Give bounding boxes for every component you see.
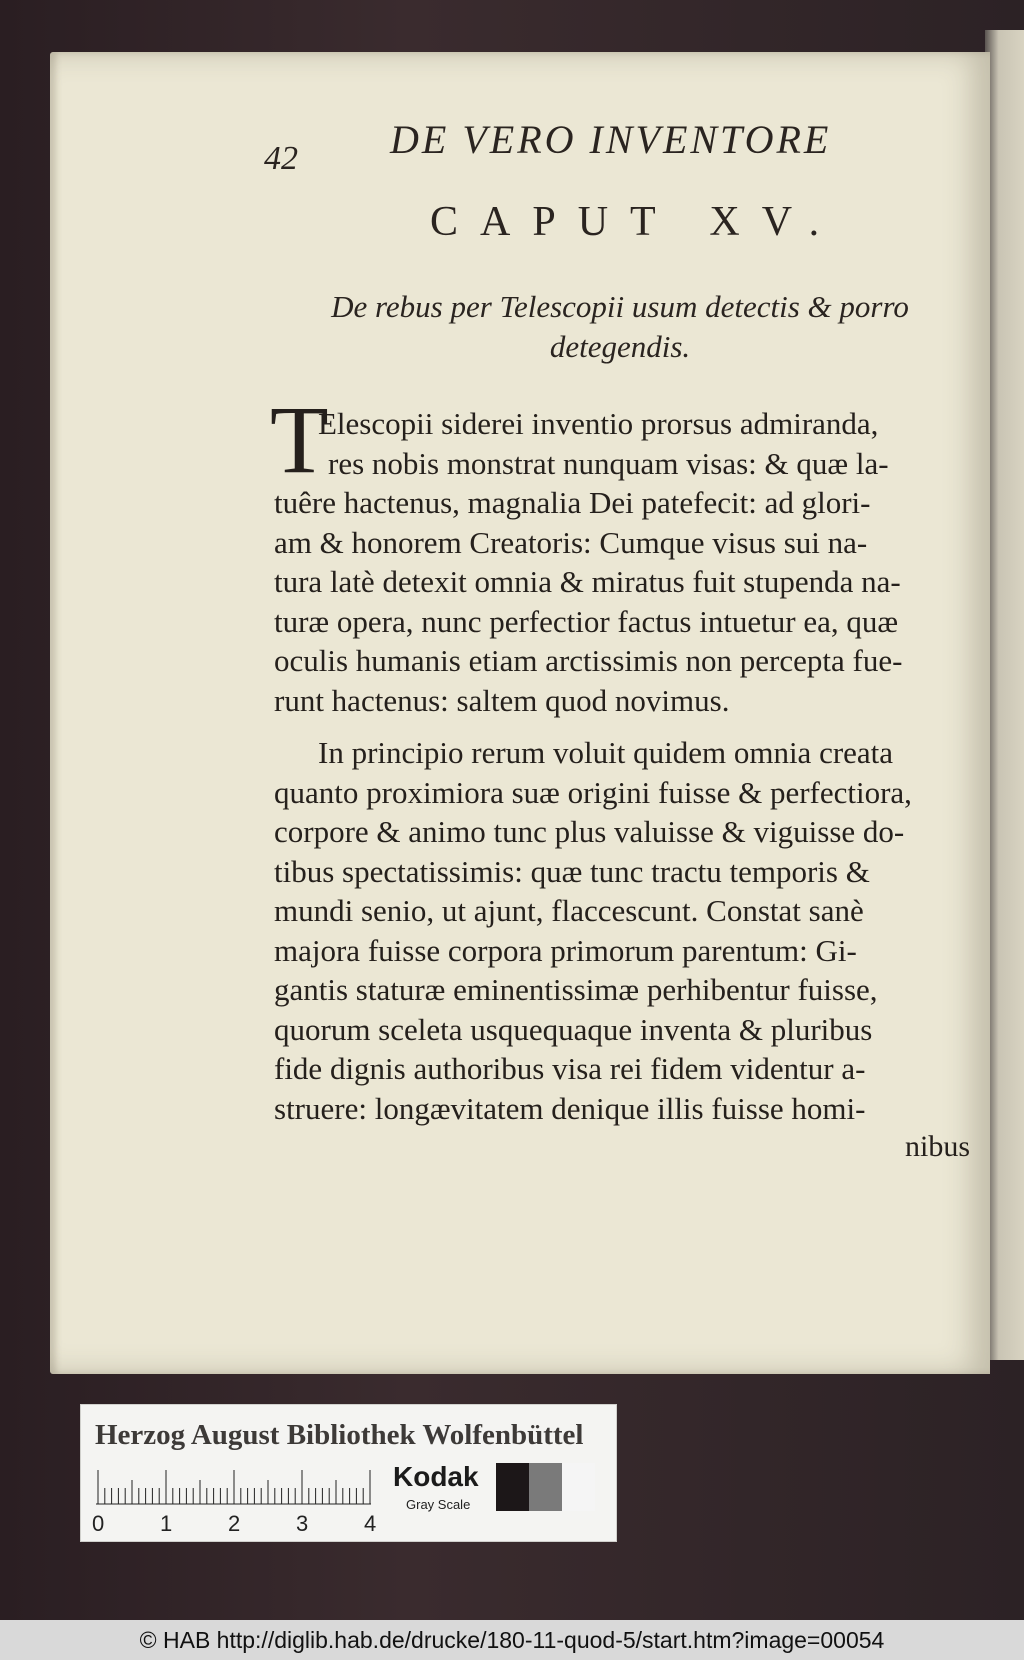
- text-line: gantis staturæ eminentissimæ perhibentur fuisse,: [274, 972, 878, 1007]
- text-line: tibus spectatissimis: quæ tunc tractu temporis &: [274, 853, 870, 889]
- ruler-label: 2: [228, 1511, 241, 1536]
- text-line: tura latè detexit omnia & miratus fuit stupenda na-: [274, 564, 901, 599]
- kodak-logo: Kodak: [393, 1461, 479, 1492]
- subtitle-line: De rebus per Telescopii usum detectis & porro: [331, 289, 909, 324]
- text-line: corpore & animo tunc plus valuisse & viguisse do-: [274, 814, 905, 849]
- running-head: DE VERO INVENTORE: [390, 117, 832, 162]
- grayscale-label: Gray Scale: [406, 1497, 471, 1512]
- text-line: mundi senio, ut ajunt, flaccescunt. Constat sanè: [274, 893, 864, 928]
- gray-swatch-dark: [496, 1463, 529, 1511]
- next-page-edge: [985, 30, 1024, 1360]
- footer-credit: © HAB http://diglib.hab.de/drucke/180-11-quod-5/start.htm?image=00054: [0, 1620, 1024, 1660]
- text-line: tuêre hactenus, magnalia Dei patefecit: ad glori-: [274, 485, 871, 520]
- text-line: Elescopii siderei inventio prorsus admiranda,: [318, 406, 879, 441]
- text-line: struere: longævitatem denique illis fuisse homi-: [274, 1090, 866, 1126]
- page-number: 42: [264, 140, 298, 177]
- gray-swatch-mid: [529, 1463, 562, 1511]
- text-line: majora fuisse corpora primorum parentum: Gi-: [274, 932, 857, 968]
- chapter-title: CAPUT XV.: [430, 199, 842, 245]
- text-line: turæ opera, nunc perfectior factus intuetur ea, quæ: [274, 603, 899, 639]
- subtitle-line: detegendis.: [549, 328, 691, 364]
- color-target-card: [80, 1404, 617, 1542]
- text-line: In principio rerum voluit quidem omnia creata: [318, 735, 894, 770]
- ruler-label: 0: [92, 1511, 105, 1536]
- text-line: quanto proximiora suæ origini fuisse & perfectiora,: [274, 774, 912, 810]
- text-line: oculis humanis etiam arctissimis non percepta fue-: [274, 643, 903, 678]
- library-name: Herzog August Bibliothek Wolfenbüttel: [95, 1419, 584, 1451]
- text-line: runt hactenus: saltem quod novimus.: [274, 682, 730, 718]
- ruler: [96, 1469, 371, 1505]
- ruler-labels: [92, 1511, 382, 1535]
- paragraph-1: [274, 404, 974, 720]
- drop-cap: T: [270, 386, 329, 493]
- text-line: quorum sceleta usquequaque inventa & pluribus: [274, 1011, 873, 1047]
- text-line: am & honorem Creatoris: Cumque visus sui na-: [274, 524, 868, 560]
- chapter-subtitle: [300, 285, 940, 364]
- gray-swatch-light: [562, 1463, 595, 1511]
- text-line: res nobis monstrat nunquam visas: & quæ la-: [328, 445, 889, 481]
- ruler-label: 3: [296, 1511, 309, 1536]
- ruler-label: 1: [160, 1511, 173, 1536]
- ruler-label: 4: [364, 1511, 377, 1536]
- catchword: nibus: [905, 1130, 971, 1163]
- text-line: fide dignis authoribus visa rei fidem videntur a-: [274, 1051, 866, 1086]
- paragraph-2: [274, 733, 974, 1128]
